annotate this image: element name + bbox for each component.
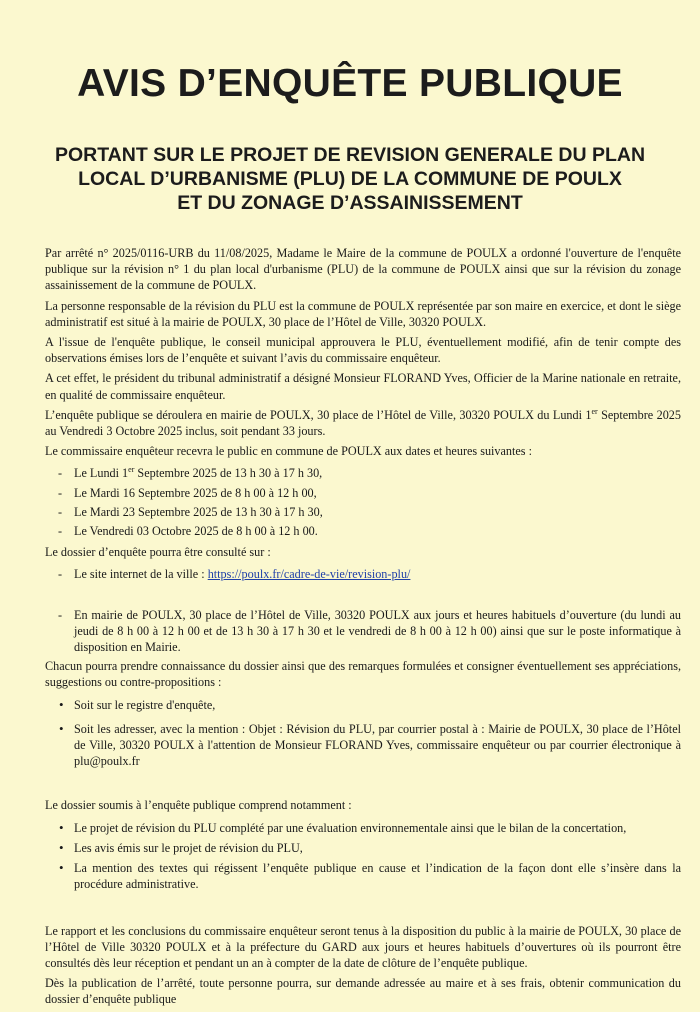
- list-item: - Le Vendredi 03 Octobre 2025 de 8 h 00 à 12 h 00.: [45, 523, 681, 539]
- paragraph-publication: Dès la publication de l’arrêté, toute personne pourra, sur demande adressée au maire et à ses frais, obtenir communication du dossier d’enquête publique: [45, 976, 681, 1007]
- site-link[interactable]: https://poulx.fr/cadre-de-vie/revision-plu/: [207, 567, 411, 582]
- subtitle-line: PORTANT SUR LE PROJET DE REVISION GENERALE DU PLAN: [54, 144, 646, 166]
- notice-body: [45, 245, 681, 1012]
- paragraph-permanences: Le commissaire enquêteur recevra le public en commune de POULX aux dates et heures suivantes :: [45, 444, 532, 459]
- consultation-list: [45, 566, 681, 655]
- paragraph-dossier: Le dossier soumis à l’enquête publique comprend notamment :: [45, 798, 352, 813]
- list-item: • Soit les adresser, avec la mention : Objet : Révision du PLU, par courrier postal à : Mairie de POULX, 30 place de l’Hôtel de Ville, 30320 POULX à l'attention de Monsieur FLORAND Yves, commissaire enquêteur ou par courrier électronique à plu@poulx.fr: [45, 721, 681, 770]
- list-item: - Le Mardi 16 Septembre 2025 de 8 h 00 à 12 h 00,: [45, 485, 681, 501]
- paragraph-dates-enquete: [45, 407, 681, 439]
- list-item: • Le projet de révision du PLU complété par une évaluation environnementale ainsi que le bilan de la concertation,: [45, 820, 681, 836]
- paragraph-rapport: Le rapport et les conclusions du commissaire enquêteur seront tenus à la disposition du public à la mairie de POULX, 30 place de l’Hôtel de Ville 30320 POULX et à la préfecture du GARD aux jours et heures habituels d’ouvertures où ils pourront être consultés dès leur réception et pendant un an à compter de la date de clôture de l’enquête publique.: [45, 923, 681, 970]
- list-item: • Les avis émis sur le projet de révision du PLU,: [45, 840, 681, 856]
- list-item: - En mairie de POULX, 30 place de l’Hôtel de Ville, 30320 POULX aux jours et heures habituels d’ouverture (du lundi au jeudi de 8 h 00 à 12 h 00 et de 13 h 30 à 17 h 30 et le vendredi de 8 h 00 à 12 h 00) ainsi que sur le poste informatique à disposition en Mairie.: [45, 607, 681, 656]
- page-subtitle: [30, 143, 670, 215]
- list-item: • La mention des textes qui régissent l’enquête publique en cause et l’indication de la façon dont elle s’insère dans la procédure administrative.: [45, 860, 681, 892]
- paragraph-consultation: Le dossier d’enquête pourra être consulté sur :: [45, 545, 271, 560]
- text: Le Lundi 1: [74, 466, 129, 481]
- paragraph-arrete: Par arrêté n° 2025/0116-URB du 11/08/2025, Madame le Maire de la commune de POULX a ordonné l'ouverture de l'enquête publique sur la révision n° 1 du plan local d'urbanisme (PLU) de la commune de POULX ainsi que sur la révision du zonage assainissement de la commune de POULX.: [45, 246, 681, 293]
- observation-list: [45, 697, 681, 770]
- list-item: [45, 566, 681, 582]
- ordinal-suffix: er: [591, 406, 598, 416]
- text: Septembre 2025 de 13 h 30 à 17 h 30,: [134, 466, 323, 481]
- permanence-list: [45, 465, 681, 539]
- subtitle-line: LOCAL D’URBANISME (PLU) DE LA COMMUNE DE POULX: [78, 168, 622, 190]
- list-item: • Soit sur le registre d'enquête,: [45, 697, 681, 713]
- text: L’enquête publique se déroulera en mairie de POULX, 30 place de l’Hôtel de Ville, 30320 POULX du Lundi 1: [45, 407, 592, 422]
- site-label: Le site internet de la ville :: [74, 567, 208, 582]
- subtitle-line: ET DU ZONAGE D’ASSAINISSEMENT: [177, 192, 523, 214]
- paragraph-issue: A l'issue de l'enquête publique, le conseil municipal approuvera le PLU, éventuellement modifié, afin de tenir compte des observations émises lors de l’enquête et suivant l’avis du commissaire enquêteur.: [45, 335, 681, 366]
- dossier-list: [45, 820, 681, 893]
- text: Septembre 2025 au Vendredi 3 Octobre 2025 inclus, soit pendant 33 jours.: [45, 407, 681, 439]
- paragraph-commissaire: A cet effet, le président du tribunal administratif a désigné Monsieur FLORAND Yves, Officier de la Marine nationale en retraite, en qualité de commissaire enquêteur.: [45, 371, 681, 402]
- ordinal-suffix: er: [128, 465, 135, 475]
- paragraph-responsable: La personne responsable de la révision du PLU est la commune de POULX représentée par son maire en exercice, et dont le siège administratif est situé à la mairie de POULX, 30 place de l’Hôtel de Ville, 30320 POULX.: [45, 298, 681, 329]
- paragraph-observations: Chacun pourra prendre connaissance du dossier ainsi que des remarques formulées et consigner éventuellement ses appréciations, suggestions ou contre-propositions :: [45, 659, 681, 690]
- page-title: AVIS D’ENQUÊTE PUBLIQUE: [77, 62, 623, 105]
- list-item: - Le Mardi 23 Septembre 2025 de 13 h 30 à 17 h 30,: [45, 504, 681, 520]
- list-item: [45, 465, 681, 481]
